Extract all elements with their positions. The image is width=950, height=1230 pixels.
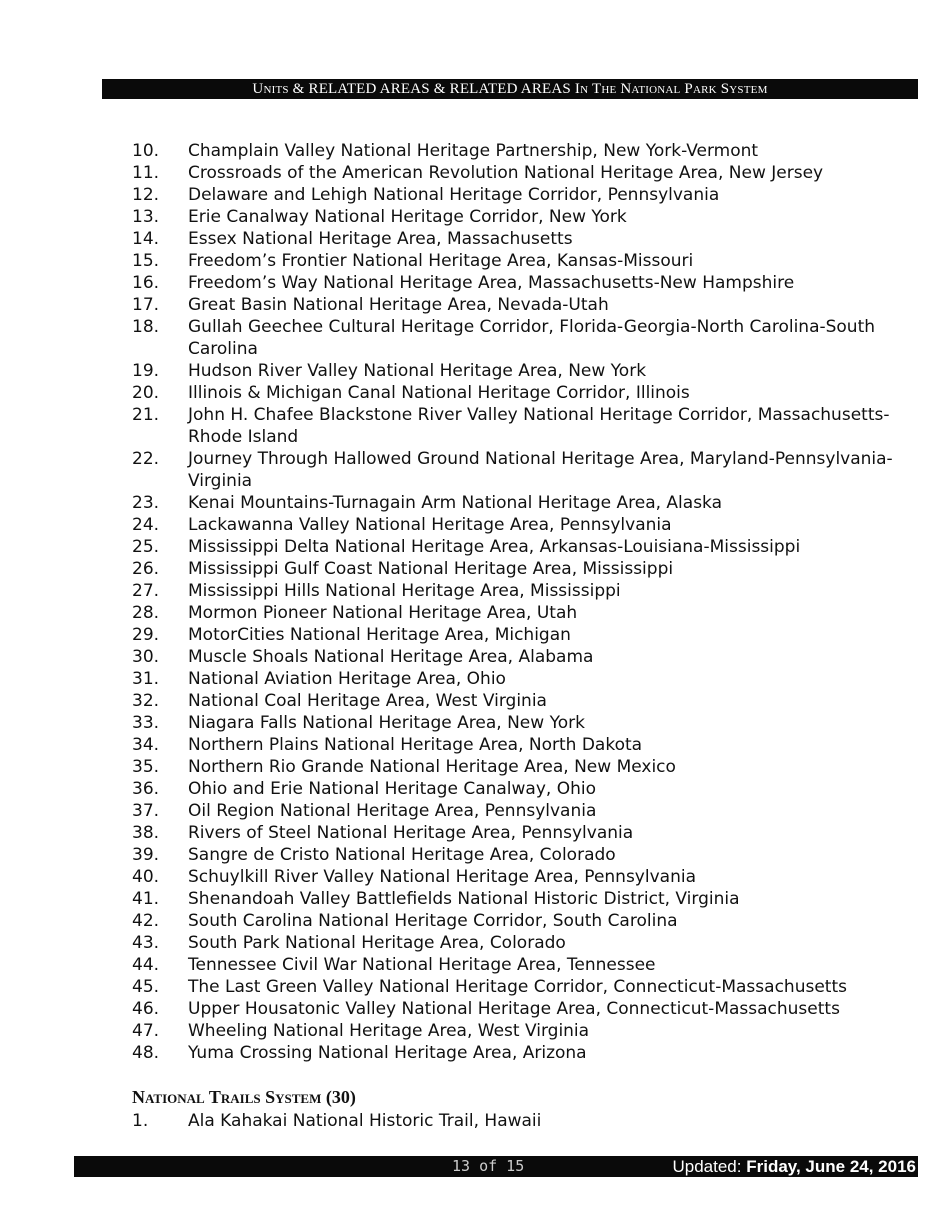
list-item [132, 1042, 922, 1064]
list-item-text: Erie Canalway National Heritage Corridor, New York [188, 207, 627, 227]
list-item-text: MotorCities National Heritage Area, Michigan [188, 625, 571, 645]
list-item [132, 734, 922, 756]
list-item-number: 15. [132, 251, 160, 271]
list-item-number: 38. [132, 823, 160, 843]
list-item [132, 668, 922, 690]
updated-date: Friday, June 24, 2016 [746, 1157, 916, 1176]
list-item-number: 17. [132, 295, 160, 315]
list-item-text: Crossroads of the American Revolution National Heritage Area, New Jersey [188, 163, 824, 183]
list-item-text: Lackawanna Valley National Heritage Area, Pennsylvania [188, 515, 672, 535]
list-item-number: 1. [132, 1111, 149, 1131]
list-item-text: Freedom’s Frontier National Heritage Area, Kansas-Missouri [188, 251, 694, 271]
list-item-number: 16. [132, 273, 160, 293]
list-item [132, 536, 922, 558]
header-title-segment: S [720, 81, 730, 97]
list-item [132, 250, 922, 272]
header-title-segment: n [580, 81, 592, 97]
list-item-text: National Aviation Heritage Area, Ohio [188, 669, 506, 689]
list-item-text: Mississippi Gulf Coast National Heritage Area, Mississippi [188, 559, 674, 579]
list-item-text: Muscle Shoals National Heritage Area, Alabama [188, 647, 594, 667]
list-item [132, 1110, 922, 1132]
list-item-text: Shenandoah Valley Battlefields National Historic District, Virginia [188, 889, 740, 909]
list-item-number: 46. [132, 999, 160, 1019]
header-title [252, 81, 767, 97]
header-title-segment: ark [692, 81, 721, 97]
list-item-number: 29. [132, 625, 160, 645]
list-item [132, 448, 922, 492]
running-header [102, 79, 918, 99]
list-item [132, 624, 922, 646]
list-item-number: 45. [132, 977, 160, 997]
list-item [132, 646, 922, 668]
list-item-text: Schuylkill River Valley National Heritage Area, Pennsylvania [188, 867, 696, 887]
list-item-number: 19. [132, 361, 160, 381]
list-item-text: Illinois & Michigan Canal National Heritage Corridor, Illinois [188, 383, 690, 403]
header-title-segment: T [591, 81, 602, 97]
list-item-text: South Park National Heritage Area, Colorado [188, 933, 566, 953]
list-item-text: Northern Rio Grande National Heritage Area, New Mexico [188, 757, 676, 777]
list-item-text: Mormon Pioneer National Heritage Area, Utah [188, 603, 578, 623]
updated-label: Updated: [672, 1157, 747, 1176]
list-item-number: 30. [132, 647, 160, 667]
list-item [132, 1020, 922, 1042]
list-item-number: 42. [132, 911, 160, 931]
list-item-text: Freedom’s Way National Heritage Area, Massachusetts-New Hampshire [188, 273, 795, 293]
list-item-text: Journey Through Hallowed Ground National Heritage Area, Maryland-Pennsylvania-Virginia [188, 449, 893, 491]
list-item-number: 33. [132, 713, 160, 733]
heritage-areas-list [132, 140, 922, 1064]
list-item-number: 12. [132, 185, 160, 205]
list-item-number: 43. [132, 933, 160, 953]
list-item [132, 294, 922, 316]
list-item [132, 580, 922, 602]
list-item [132, 976, 922, 998]
header-title-segment: U [252, 81, 264, 97]
list-item-number: 41. [132, 889, 160, 909]
list-item-number: 39. [132, 845, 160, 865]
list-item [132, 162, 922, 184]
list-item-number: 48. [132, 1043, 160, 1063]
list-item-number: 36. [132, 779, 160, 799]
header-title-segment: ational [631, 81, 685, 97]
list-item-text: Essex National Heritage Area, Massachusetts [188, 229, 573, 249]
header-title-segment: ystem [729, 81, 768, 97]
national-trails-list [132, 1110, 922, 1132]
list-item-number: 34. [132, 735, 160, 755]
list-item-number: 24. [132, 515, 160, 535]
header-title-segment: & RELATED AREAS & RELATED AREAS [288, 81, 575, 97]
list-item-number: 37. [132, 801, 160, 821]
list-item-text: Gullah Geechee Cultural Heritage Corridor, Florida-Georgia-North Carolina-South Carolina [188, 317, 876, 359]
list-item [132, 998, 922, 1020]
updated-stamp [672, 1156, 916, 1177]
list-item-text: The Last Green Valley National Heritage Corridor, Connecticut-Massachusetts [188, 977, 847, 997]
list-item [132, 140, 922, 162]
list-item-text: Great Basin National Heritage Area, Nevada-Utah [188, 295, 609, 315]
list-item-text: Ala Kahakai National Historic Trail, Hawaii [188, 1111, 542, 1131]
list-item [132, 184, 922, 206]
list-item-text: Upper Housatonic Valley National Heritage Area, Connecticut-Massachusetts [188, 999, 840, 1019]
list-item-number: 18. [132, 317, 160, 337]
list-item [132, 888, 922, 910]
list-item-number: 27. [132, 581, 160, 601]
page-count: 13 of 15 [452, 1157, 525, 1175]
page-footer [74, 1156, 918, 1177]
list-item [132, 866, 922, 888]
header-title-segment: P [684, 81, 693, 97]
list-item-text: Ohio and Erie National Heritage Canalway, Ohio [188, 779, 596, 799]
list-item-text: Sangre de Cristo National Heritage Area, Colorado [188, 845, 616, 865]
list-item-text: John H. Chafee Blackstone River Valley National Heritage Corridor, Massachusetts-Rhode Island [188, 405, 890, 447]
list-item [132, 558, 922, 580]
list-item [132, 514, 922, 536]
list-item-number: 31. [132, 669, 160, 689]
list-item [132, 822, 922, 844]
list-item-number: 25. [132, 537, 160, 557]
section-heading-national-trails: National Trails System (30) [132, 1087, 356, 1107]
list-item-text: South Carolina National Heritage Corridor, South Carolina [188, 911, 678, 931]
list-item-number: 22. [132, 449, 160, 469]
header-title-segment: he [601, 81, 621, 97]
list-item [132, 800, 922, 822]
header-title-segment: N [620, 81, 632, 97]
list-item-text: National Coal Heritage Area, West Virginia [188, 691, 547, 711]
list-item [132, 602, 922, 624]
list-item [132, 844, 922, 866]
list-item [132, 690, 922, 712]
list-item-text: Tennessee Civil War National Heritage Area, Tennessee [188, 955, 656, 975]
list-item [132, 272, 922, 294]
list-item [132, 228, 922, 250]
list-item [132, 932, 922, 954]
list-item-text: Champlain Valley National Heritage Partnership, New York-Vermont [188, 141, 759, 161]
list-item-number: 21. [132, 405, 160, 425]
list-item-number: 14. [132, 229, 160, 249]
list-item-text: Rivers of Steel National Heritage Area, Pennsylvania [188, 823, 634, 843]
list-item-text: Oil Region National Heritage Area, Pennsylvania [188, 801, 597, 821]
list-item-text: Northern Plains National Heritage Area, North Dakota [188, 735, 643, 755]
list-item-number: 47. [132, 1021, 160, 1041]
list-item [132, 910, 922, 932]
list-item [132, 404, 922, 448]
list-item-text: Mississippi Delta National Heritage Area, Arkansas-Louisiana-Mississippi [188, 537, 801, 557]
list-item-number: 44. [132, 955, 160, 975]
list-item [132, 756, 922, 778]
list-item-number: 32. [132, 691, 160, 711]
list-item [132, 316, 922, 360]
list-item-number: 11. [132, 163, 160, 183]
list-item-text: Yuma Crossing National Heritage Area, Arizona [188, 1043, 587, 1063]
list-item [132, 360, 922, 382]
list-item [132, 382, 922, 404]
list-item [132, 778, 922, 800]
list-item-number: 26. [132, 559, 160, 579]
header-title-segment: I [574, 81, 581, 97]
list-item-number: 28. [132, 603, 160, 623]
list-item [132, 712, 922, 734]
list-item-text: Kenai Mountains-Turnagain Arm National Heritage Area, Alaska [188, 493, 723, 513]
list-item-text: Hudson River Valley National Heritage Area, New York [188, 361, 647, 381]
list-item-text: Niagara Falls National Heritage Area, New York [188, 713, 585, 733]
list-item-text: Mississippi Hills National Heritage Area, Mississippi [188, 581, 621, 601]
list-item-text: Wheeling National Heritage Area, West Virginia [188, 1021, 590, 1041]
list-item-number: 10. [132, 141, 160, 161]
list-item [132, 954, 922, 976]
list-item-number: 13. [132, 207, 160, 227]
list-item [132, 206, 922, 228]
header-title-segment: nits [263, 81, 289, 97]
list-item-number: 35. [132, 757, 160, 777]
list-item-number: 20. [132, 383, 160, 403]
list-item [132, 492, 922, 514]
list-item-number: 40. [132, 867, 160, 887]
list-item-text: Delaware and Lehigh National Heritage Corridor, Pennsylvania [188, 185, 720, 205]
list-item-number: 23. [132, 493, 160, 513]
